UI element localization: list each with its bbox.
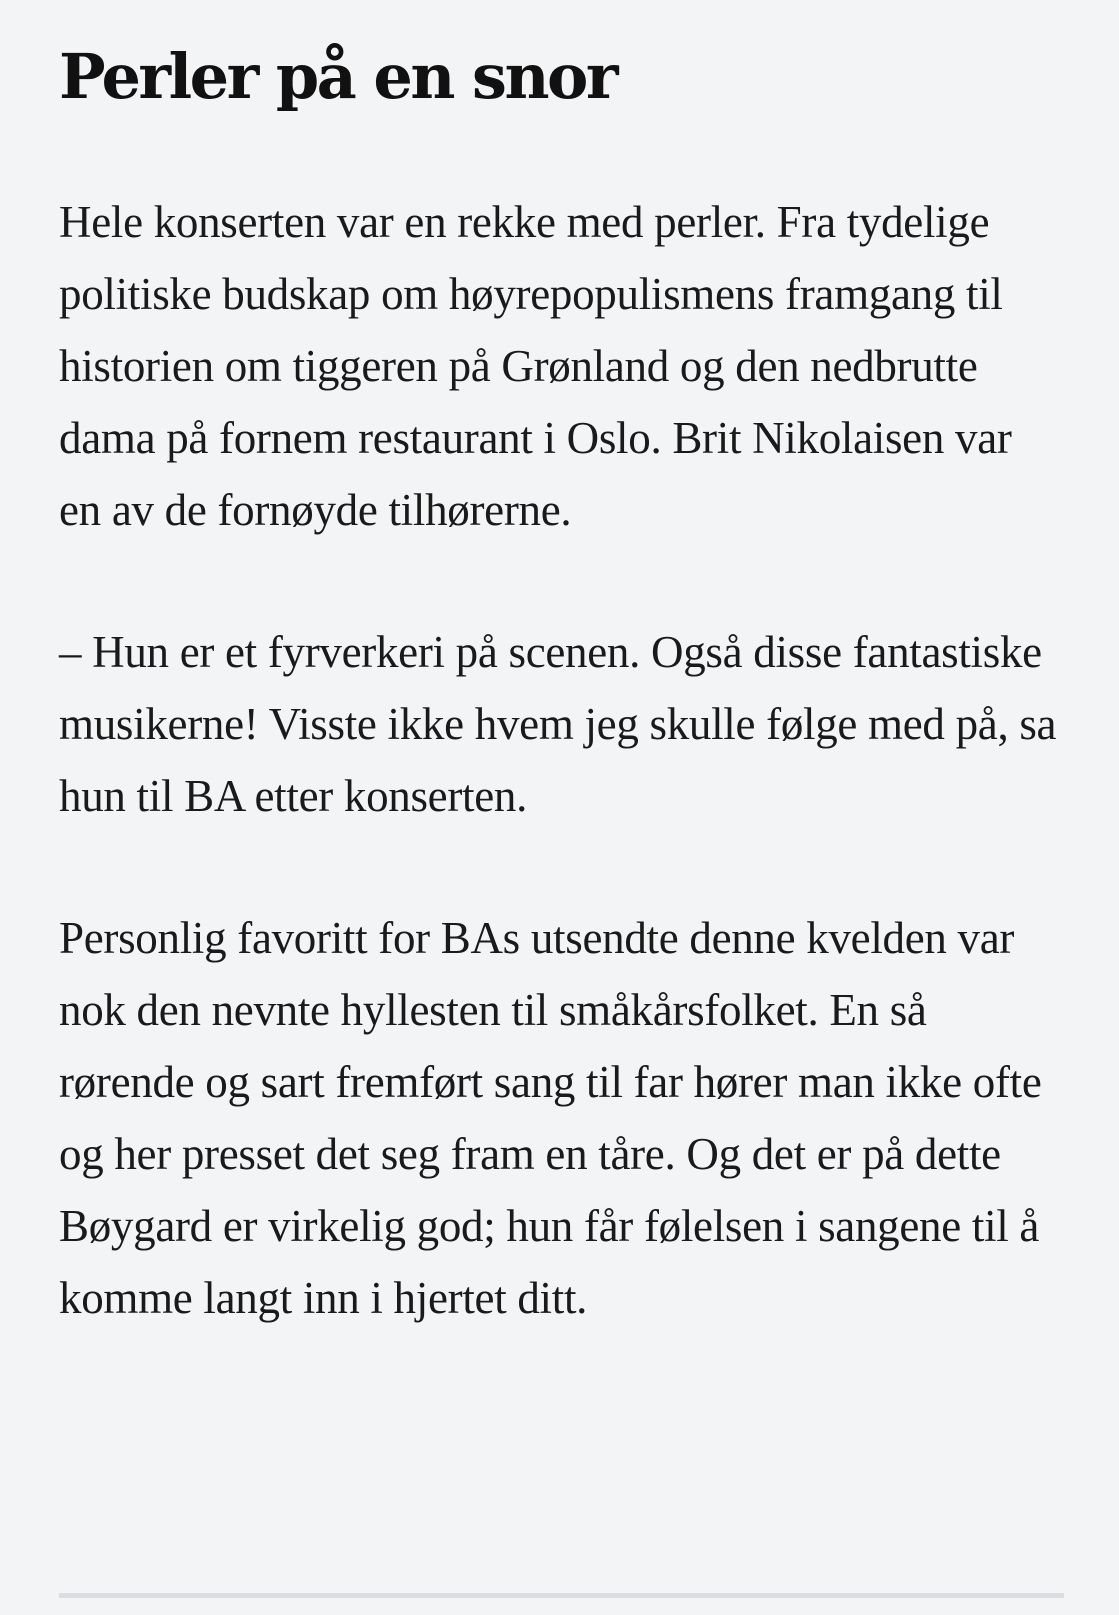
quote-paragraph: – Hun er et fyrverkeri på scenen. Også disse fantastiske musikerne! Visste ikke hvem jeg skulle følge med på, sa hun til BA etter konserten. (59, 627, 1057, 821)
article-paragraph: Personlig favoritt for BAs utsendte denne kvelden var nok den nevnte hyllesten til småkårsfolket. En så rørende og sart fremført sang til far hører man ikke ofte og her presset det seg fram en tåre. Og det er på dette Bøygard er virkelig god; hun får følelsen i sangene til å komme langt inn i hjertet ditt. (59, 913, 1042, 1323)
article-section (59, 0, 1064, 1334)
section-divider (59, 1593, 1064, 1598)
section-heading: Perler på en snor (59, 40, 617, 113)
article-paragraph: Hele konserten var en rekke med perler. Fra tydelige politiske budskap om høyrepopulismens framgang til historien om tiggeren på Grønland og den nedbrutte dama på fornem restaurant i Oslo. Brit Nikolaisen var en av de fornøyde tilhørerne. (59, 197, 1012, 535)
